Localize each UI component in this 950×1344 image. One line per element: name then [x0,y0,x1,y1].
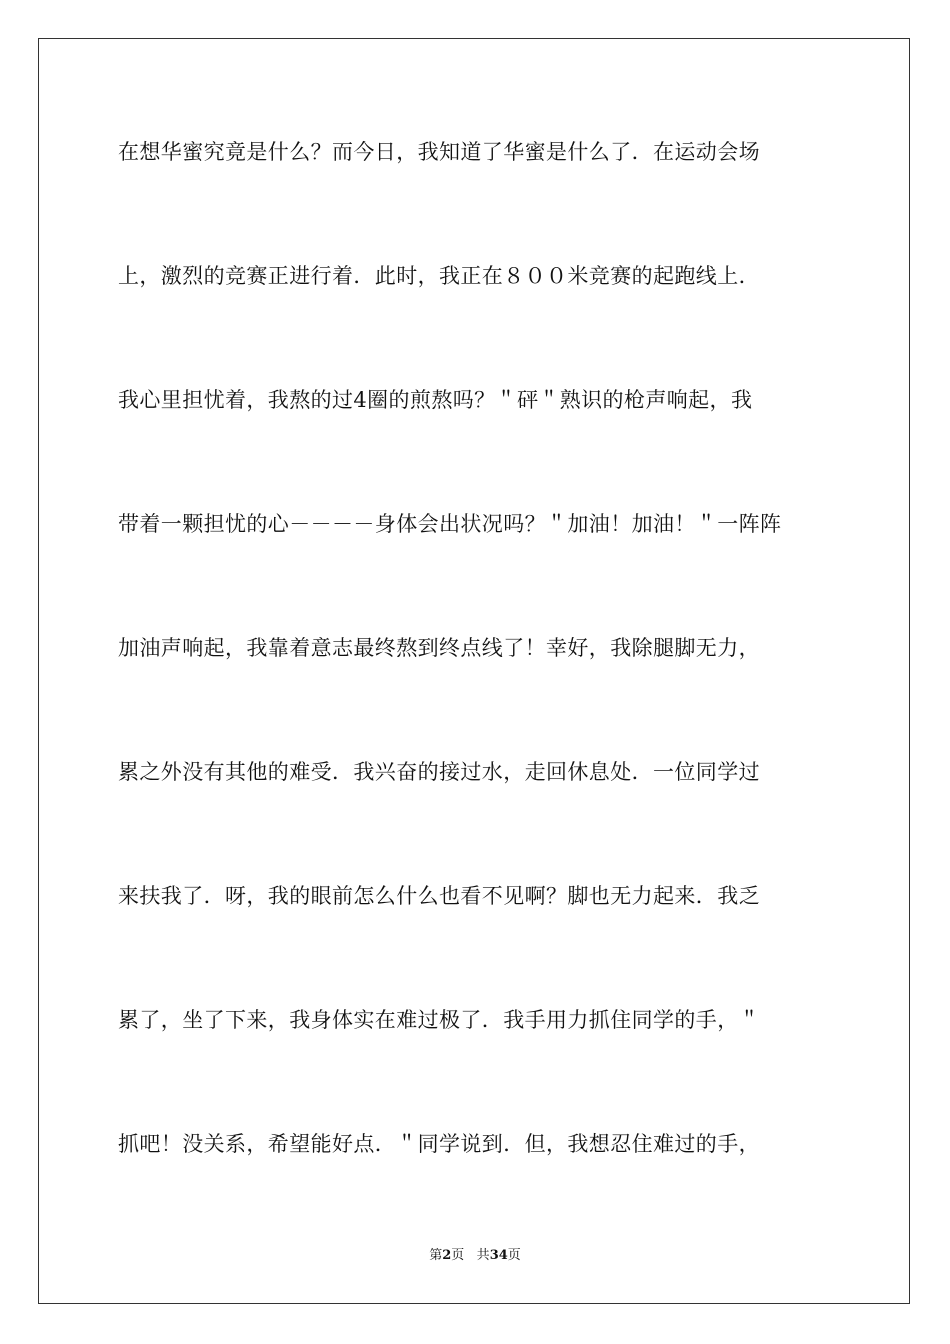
text-line: 在想华蜜究竟是什么？而今日，我知道了华蜜是什么了．在运动会场 [118,140,760,164]
page-border [38,38,910,1304]
total-label-suffix: 页 [507,1248,521,1263]
total-label-prefix: 共 [476,1248,490,1263]
text-line: 加油声响起，我靠着意志最终熬到终点线了！幸好，我除腿脚无力， [118,636,760,660]
current-page-number: 2 [442,1248,452,1263]
text-line: 带着一颗担忧的心－－－－身体会出状况吗？＂加油！加油！＂一阵阵 [118,512,782,536]
text-line: 上，激烈的竞赛正进行着．此时，我正在８００米竞赛的起跑线上． [118,264,760,288]
page-label-suffix: 页 [451,1248,465,1263]
text-line: 累了，坐了下来，我身体实在难过极了．我手用力抓住同学的手，＂ [118,1008,760,1032]
text-line: 抓吧！没关系，希望能好点．＂同学说到．但，我想忍住难过的手， [118,1132,760,1156]
total-pages-number: 34 [489,1248,508,1263]
page-footer [0,1247,950,1265]
page-label-prefix: 第 [429,1248,443,1263]
text-line: 来扶我了．呀，我的眼前怎么什么也看不见啊？脚也无力起来．我乏 [118,884,760,908]
text-line: 累之外没有其他的难受．我兴奋的接过水，走回休息处．一位同学过 [118,760,760,784]
text-line: 我心里担忧着，我熬的过4圈的煎熬吗？＂砰＂熟识的枪声响起，我 [118,388,753,412]
